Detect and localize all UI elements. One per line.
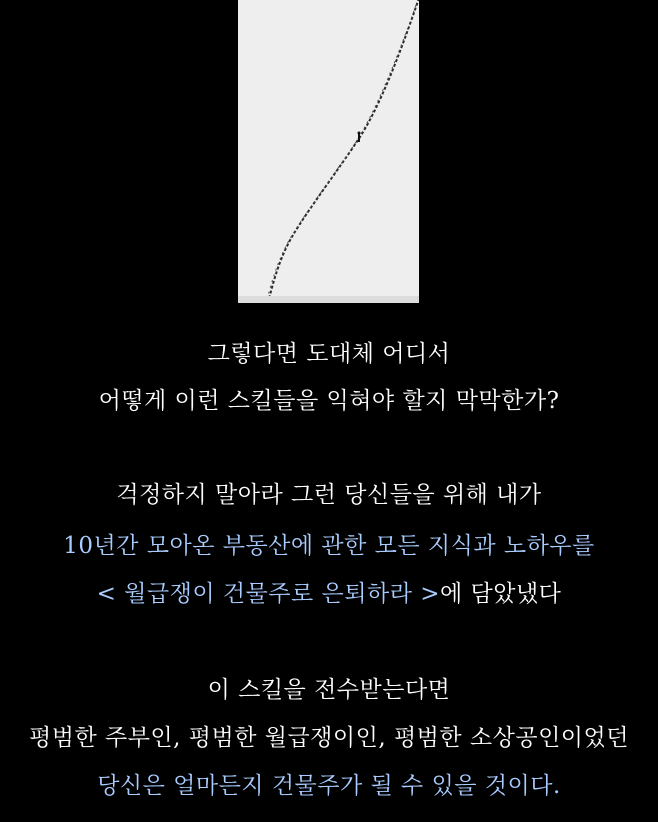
text-line-5-rest: 에 담았냈다	[440, 581, 562, 607]
text-line-3: 걱정하지 말아라 그런 당신들을 위해 내가	[116, 482, 542, 508]
book-title: < 월급쟁이 건물주로 은퇴하라 >	[96, 581, 440, 607]
text-line-4: 10년간 모아온 부동산에 관한 모든 지식과 노하우를	[63, 533, 595, 559]
text-line-5	[0, 579, 658, 609]
text-line-6: 이 스킬을 전수받는다면	[207, 677, 451, 703]
text-line-1: 그렇다면 도대체 어디서	[207, 341, 451, 367]
text-line-2: 어떻게 이런 스킬들을 익혀야 할지 막막한가?	[98, 388, 560, 414]
climber-on-ridge-icon	[238, 0, 419, 303]
text-line-7: 평범한 주부인, 평범한 월급쟁이인, 평범한 소상공인이었던	[29, 725, 629, 751]
text-line-8: 당신은 얼마든지 건물주가 될 수 있을 것이다.	[97, 773, 561, 799]
climber-photo	[238, 0, 419, 303]
